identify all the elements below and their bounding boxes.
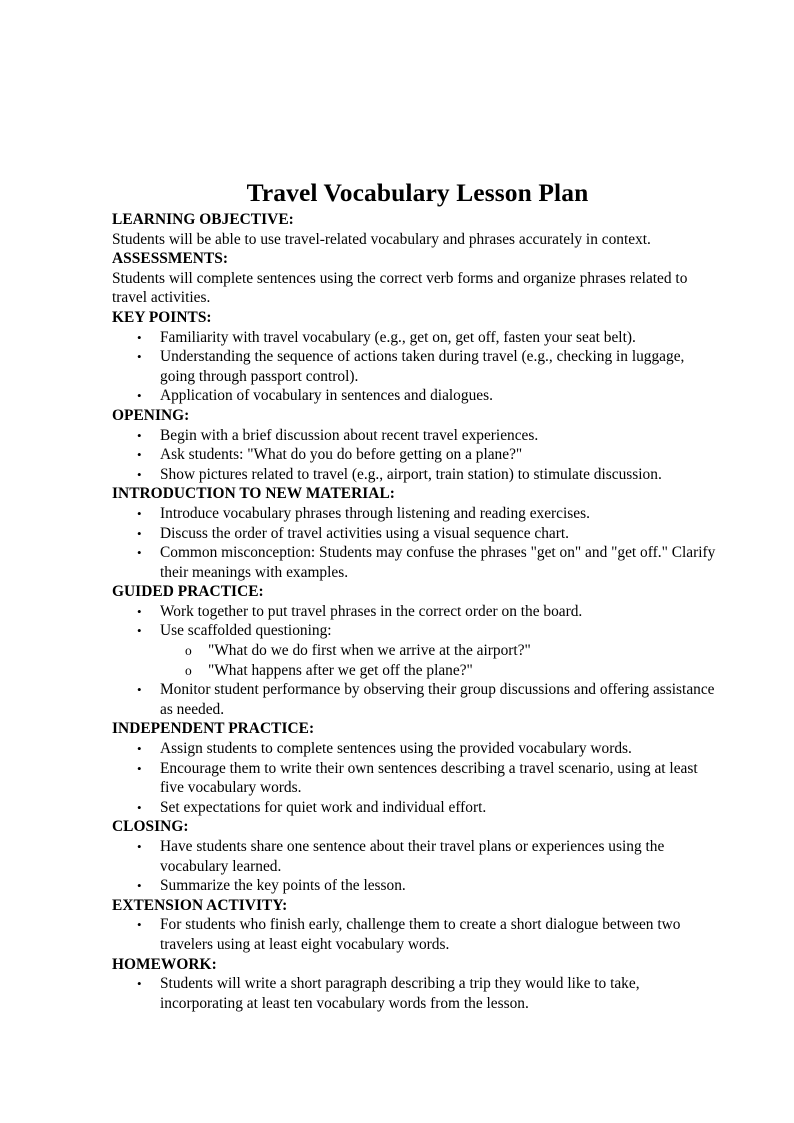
section-heading: INDEPENDENT PRACTICE: (112, 720, 315, 738)
page-title: Travel Vocabulary Lesson Plan (246, 178, 589, 207)
sub-list-item-text: "What do we do first when we arrive at the airport?" (208, 642, 531, 660)
list-item (112, 680, 723, 719)
section-block (112, 249, 723, 308)
list-item-text: Monitor student performance by observing their group discussions and offering assistance as needed. (160, 681, 715, 718)
list-item (112, 837, 723, 876)
bullet-list (112, 915, 723, 954)
bullet-list (112, 426, 723, 485)
section-paragraph: Students will be able to use travel-related vocabulary and phrases accurately in context. (112, 230, 651, 248)
bullet-list (112, 328, 723, 406)
bullet-icon: • (137, 976, 142, 992)
list-item (112, 386, 723, 406)
bullet-icon: • (137, 427, 142, 443)
list-item-text: Begin with a brief discussion about recent travel experiences. (160, 426, 539, 444)
list-item (112, 504, 723, 524)
list-item-text: Introduce vocabulary phrases through listening and reading exercises. (160, 504, 590, 522)
list-item-text: Students will write a short paragraph describing a trip they would like to take, incorporating at least ten vocabulary words from the lesson. (160, 975, 640, 1012)
document-body (112, 178, 723, 1013)
section-block (112, 406, 723, 484)
bullet-icon: • (137, 799, 142, 815)
list-item (112, 426, 723, 446)
section-block (112, 955, 723, 1014)
bullet-list (112, 974, 723, 1013)
list-item (112, 543, 723, 582)
bullet-icon: • (137, 447, 142, 463)
list-item (112, 602, 723, 622)
list-item-text: Familiarity with travel vocabulary (e.g., get on, get off, fasten your seat belt). (160, 328, 636, 346)
section-block (112, 896, 723, 955)
section-block (112, 817, 723, 895)
list-item-text: Have students share one sentence about their travel plans or experiences using the vocabulary learned. (160, 838, 665, 875)
section-block (112, 582, 723, 719)
circle-bullet-icon: o (185, 662, 192, 678)
bullet-icon: • (137, 917, 142, 933)
section-heading: INTRODUCTION TO NEW MATERIAL: (112, 485, 395, 503)
bullet-icon: • (137, 682, 142, 698)
section-paragraph: Students will complete sentences using the correct verb forms and organize phrases related to travel activities. (112, 269, 688, 307)
list-item-text: For students who finish early, challenge them to create a short dialogue between two travelers using at least eight vocabulary words. (160, 916, 681, 953)
list-item (112, 876, 723, 896)
list-item-text: Ask students: "What do you do before getting on a plane?" (160, 446, 523, 464)
bullet-icon: • (137, 466, 142, 482)
bullet-icon: • (137, 839, 142, 854)
bullet-list (112, 837, 723, 896)
list-item (112, 524, 723, 544)
bullet-icon: • (137, 329, 142, 345)
bullet-icon: • (137, 505, 142, 521)
bullet-list (112, 739, 723, 817)
section-block (112, 484, 723, 582)
list-item-text: Assign students to complete sentences using the provided vocabulary words. (160, 740, 632, 758)
bullet-icon: • (137, 623, 142, 639)
list-item (112, 465, 723, 485)
list-item (112, 621, 723, 680)
bullet-icon: • (137, 545, 142, 561)
section-block (112, 210, 723, 249)
section-heading: CLOSING: (112, 818, 189, 836)
list-item-text: Summarize the key points of the lesson. (160, 877, 406, 895)
list-item-text: Work together to put travel phrases in the correct order on the board. (160, 602, 583, 620)
bullet-icon: • (137, 760, 142, 776)
list-item (112, 328, 723, 348)
bullet-icon: • (137, 603, 142, 619)
sub-list-item-text: "What happens after we get off the plane?" (208, 661, 473, 679)
list-item (112, 347, 723, 386)
list-item (112, 798, 723, 818)
section-heading: EXTENSION ACTIVITY: (112, 896, 288, 914)
sub-list-item (160, 661, 723, 681)
list-item (112, 974, 723, 1013)
section-heading: GUIDED PRACTICE: (112, 583, 264, 601)
sections-container (112, 210, 723, 1013)
bullet-icon: • (137, 349, 142, 365)
list-item (112, 759, 723, 798)
list-item-text: Understanding the sequence of actions taken during travel (e.g., checking in luggage, going through passport control). (160, 348, 685, 385)
section-heading: LEARNING OBJECTIVE: (112, 211, 294, 228)
list-item-text: Common misconception: Students may confuse the phrases "get on" and "get off." Clarify their meanings with examples. (160, 544, 716, 581)
sub-bullet-list (160, 641, 723, 680)
section-heading: KEY POINTS: (112, 308, 212, 326)
sub-list-item (160, 641, 723, 661)
list-item-text: Discuss the order of travel activities using a visual sequence chart. (160, 524, 570, 542)
list-item (112, 915, 723, 954)
bullet-icon: • (137, 741, 142, 757)
section-block (112, 719, 723, 817)
bullet-icon: • (137, 525, 142, 541)
list-item-text: Show pictures related to travel (e.g., airport, train station) to stimulate discussion. (160, 465, 662, 483)
bullet-list (112, 504, 723, 582)
list-item-text: Application of vocabulary in sentences and dialogues. (160, 387, 493, 405)
list-item-text: Use scaffolded questioning: (160, 622, 332, 640)
bullet-icon: • (137, 388, 142, 404)
list-item-text: Set expectations for quiet work and individual effort. (160, 798, 487, 816)
section-heading: OPENING: (112, 406, 190, 424)
section-heading: ASSESSMENTS: (112, 250, 229, 268)
section-heading: HOMEWORK: (112, 955, 217, 973)
list-item (112, 739, 723, 759)
bullet-list (112, 602, 723, 720)
bullet-icon: • (137, 878, 142, 894)
circle-bullet-icon: o (185, 643, 192, 659)
list-item (112, 445, 723, 465)
section-block (112, 308, 723, 406)
list-item-text: Encourage them to write their own sentences describing a travel scenario, using at least five vocabulary words. (160, 759, 698, 797)
